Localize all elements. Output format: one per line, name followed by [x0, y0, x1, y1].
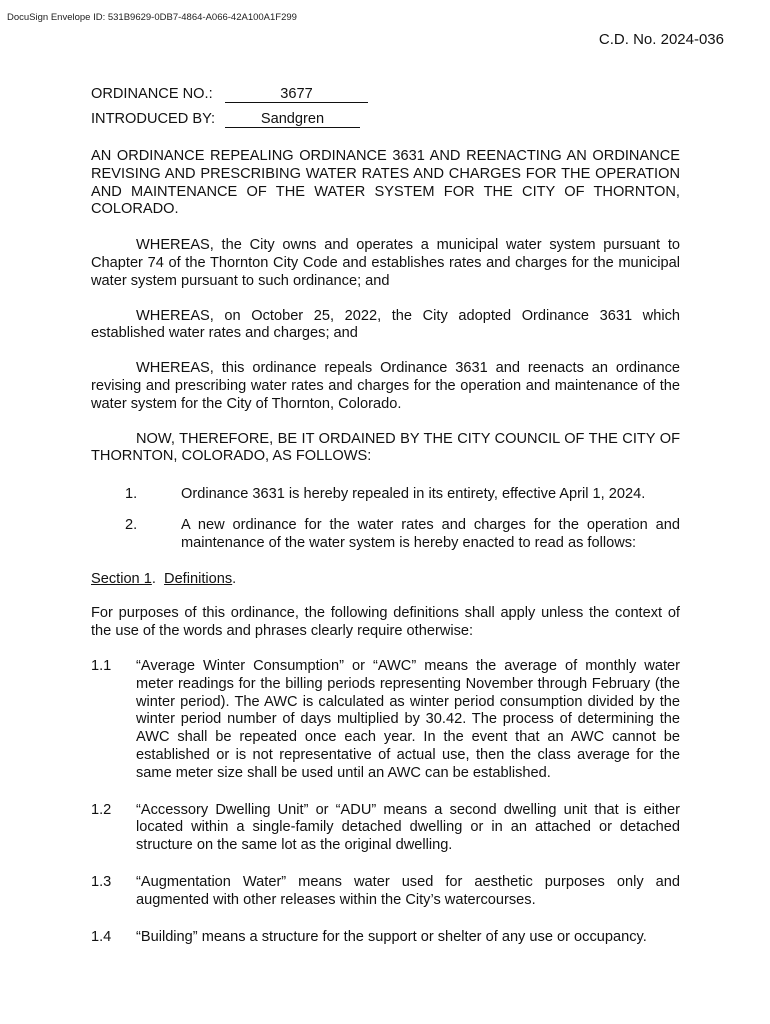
section-label: Section 1: [91, 570, 152, 587]
ordained-item: [91, 517, 680, 553]
introduced-by-label: INTRODUCED BY:: [91, 111, 216, 127]
section-separator: .: [151, 570, 165, 587]
whereas-clause: WHEREAS, on October 25, 2022, the City adopted Ordinance 3631 which established water rates and charges; and: [91, 307, 680, 342]
section-end: .: [232, 570, 237, 587]
ordained-item: [91, 486, 680, 504]
whereas-clause: WHEREAS, the City owns and operates a municipal water system pursuant to Chapter 74 of the Thornton City Code and establishes rates and charges for the municipal water system pursuant to such ordinance; and: [91, 237, 680, 289]
definition-number: 1.4: [91, 928, 112, 945]
ordinance-number-row: [91, 86, 680, 111]
definition-item: [91, 929, 680, 947]
ordinance-number-value: 3677: [225, 87, 368, 103]
item-number: 2.: [125, 516, 138, 533]
docusign-envelope-id: DocuSign Envelope ID: 531B9629-0DB7-4864-A066-42A100A1F299: [7, 12, 297, 23]
definition-text: “Average Winter Consumption” or “AWC” means the average of monthly water meter readings for the billing periods representing November through February (the winter period). The AWC is calculated as winter period consumption divided by the winter period number of days multiplied by 30.42. The process of determining the AWC shall be repeated once each year. In the event that an AWC cannot be established or is not representative of actual use, then the class average for the same meter size shall be used until an AWC can be established.: [136, 657, 680, 781]
item-text: A new ordinance for the water rates and charges for the operation and maintenance of the water system is hereby enacted to read as follows:: [181, 516, 680, 551]
introduced-by-row: [91, 111, 680, 136]
definition-text: “Accessory Dwelling Unit” or “ADU” means a second dwelling unit that is either located within a single-family detached dwelling or in an attached or detached structure on the same lot as the original dwelling.: [136, 801, 680, 854]
section-title: Definitions: [164, 570, 233, 587]
definition-item: [91, 658, 680, 783]
definition-item: [91, 802, 680, 855]
item-text: Ordinance 3631 is hereby repealed in its entirety, effective April 1, 2024.: [181, 486, 646, 503]
item-number: 1.: [125, 486, 138, 503]
section-heading: [91, 571, 680, 589]
section-intro: For purposes of this ordinance, the following definitions shall apply unless the context of the use of the words and phrases clearly require otherwise:: [91, 605, 680, 640]
now-therefore-clause: NOW, THEREFORE, BE IT ORDAINED BY THE CITY COUNCIL OF THE CITY OF THORNTON, COLORADO, AS FOLLOWS:: [91, 430, 680, 465]
whereas-clause: WHEREAS, this ordinance repeals Ordinance 3631 and reenacts an ordinance revising and prescribing water rates and charges for the operation and maintenance of the water system for the City of Thornton, Colorado.: [91, 360, 680, 412]
definition-text: “Augmentation Water” means water used for aesthetic purposes only and augmented with other releases within the City’s watercourses.: [136, 873, 680, 908]
ordinance-document: [91, 86, 680, 946]
cd-number: C.D. No. 2024-036: [598, 31, 724, 48]
definition-text: “Building” means a structure for the support or shelter of any use or occupancy.: [136, 928, 647, 945]
ordinance-number-label: ORDINANCE NO.:: [91, 86, 213, 102]
definition-item: [91, 874, 680, 910]
definition-number: 1.3: [91, 873, 112, 890]
introduced-by-value: Sandgren: [225, 112, 360, 128]
definition-number: 1.2: [91, 801, 112, 818]
ordinance-title: AN ORDINANCE REPEALING ORDINANCE 3631 AND REENACTING AN ORDINANCE REVISING AND PRESCRIBING WATER RATES AND CHARGES FOR THE OPERATION AND MAINTENANCE OF THE WATER SYSTEM FOR THE CITY OF THORNTON, COLORADO.: [91, 148, 680, 218]
definition-number: 1.1: [91, 657, 112, 674]
